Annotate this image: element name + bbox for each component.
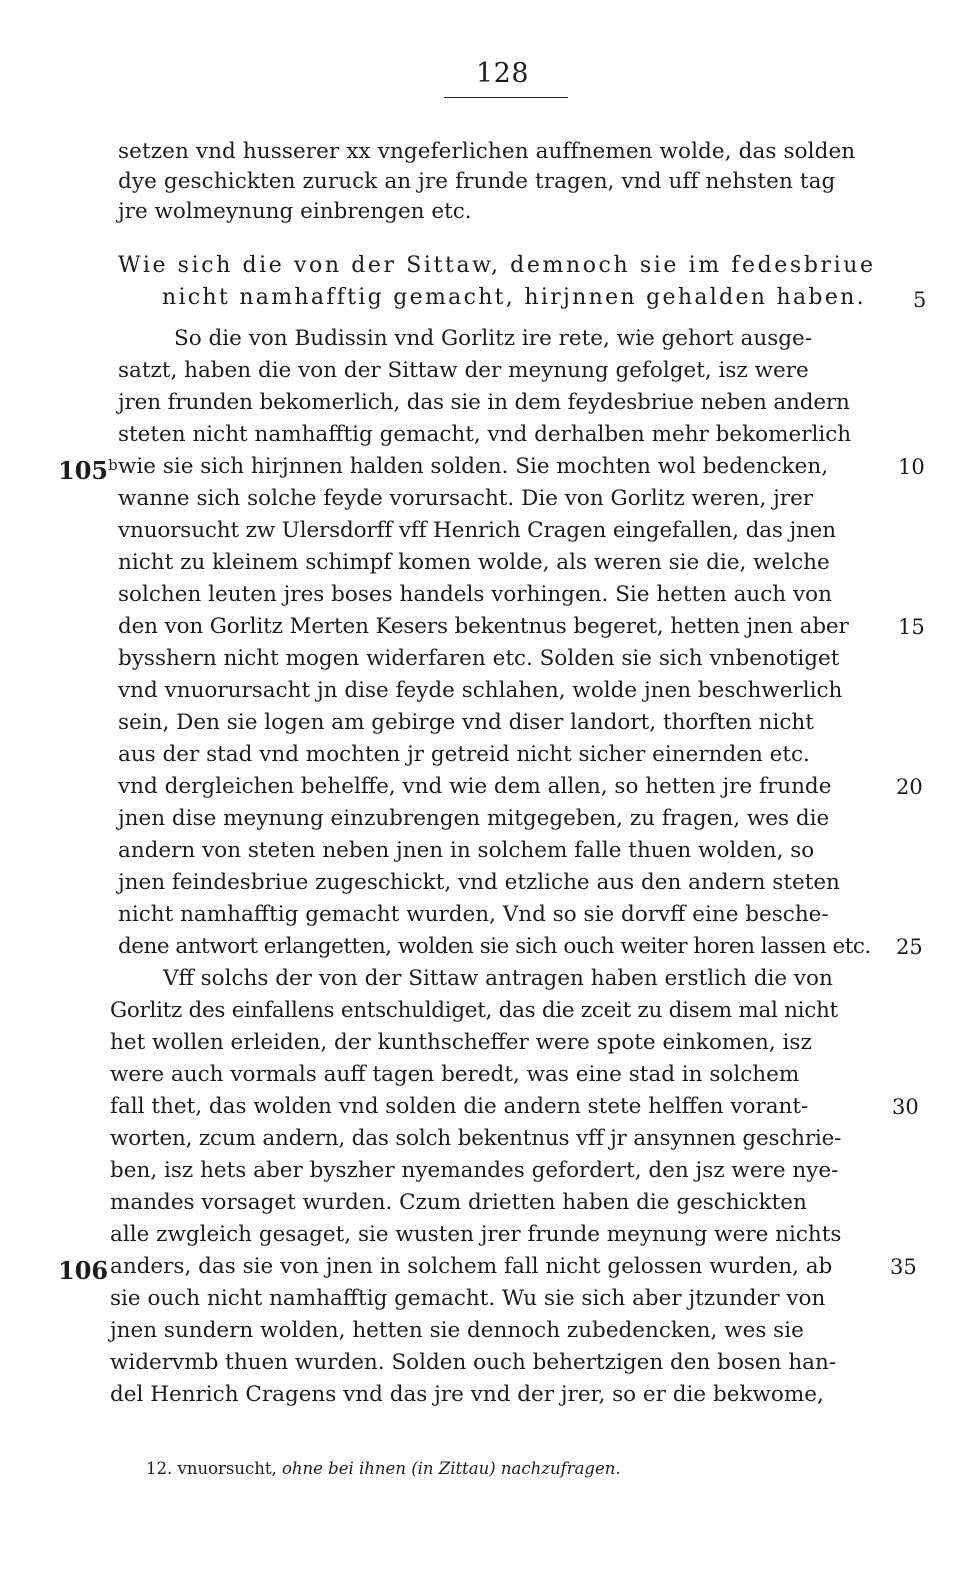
line-number: 35	[890, 1255, 917, 1279]
text-line: wie sie sich hirjnnen halden solden. Sie mochten wol bedencken,	[118, 454, 829, 479]
text-line: jnen dise meynung einzubrengen mitgegeben, zu fragen, wes die	[118, 806, 830, 831]
text-line: steten nicht namhafftig gemacht, vnd derhalben mehr bekomerlich	[118, 422, 852, 447]
line-number: 30	[892, 1095, 919, 1119]
footnote-marker: 12.	[146, 1459, 173, 1478]
line-number: 20	[896, 775, 923, 799]
line-number: 15	[898, 615, 925, 639]
line-number: 10	[898, 455, 925, 479]
text-line: bysshern nicht mogen widerfaren etc. Solden sie sich vnbenotiget	[118, 646, 840, 671]
text-line: worten, zcum andern, das solch bekentnus vff jr ansynnen geschrie-	[110, 1126, 842, 1151]
text-line: sein, Den sie logen am gebirge vnd diser landort, thorften nicht	[118, 710, 814, 735]
text-line: setzen vnd husserer xx vngeferlichen auffnemen wolde, das solden	[118, 139, 856, 164]
footnote-word: vnuorsucht,	[177, 1459, 277, 1478]
section-heading-line: Wie sich die von der Sittaw, demnoch sie im fedesbriue	[118, 253, 876, 278]
text-line: den von Gorlitz Merten Kesers bekentnus begeret, hetten jnen aber	[118, 614, 849, 639]
margin-reference	[58, 450, 118, 486]
text-line: aus der stad vnd mochten jr getreid nicht sicher einernden etc.	[118, 742, 810, 767]
text-line: jnen feindesbriue zugeschickt, vnd etzliche aus den andern steten	[118, 870, 840, 895]
text-line: So die von Budissin vnd Gorlitz ire rete, wie gehort ausge-	[174, 326, 812, 351]
section-heading-line: nicht namhafftig gemacht, hirjnnen gehalden haben.	[162, 285, 866, 310]
line-number: 5	[913, 288, 927, 312]
text-line: dene antwort erlangetten, wolden sie sich ouch weiter horen lassen etc.	[118, 934, 871, 959]
margin-reference-suffix: b	[108, 456, 118, 474]
margin-reference-number: 105	[58, 456, 109, 485]
text-line: vnuorsucht zw Ulersdorff vff Henrich Cragen eingefallen, das jnen	[118, 518, 836, 543]
text-line: sie ouch nicht namhafftig gemacht. Wu sie sich aber jtzunder von	[110, 1286, 826, 1311]
page-number-rule	[444, 97, 568, 98]
text-line: nicht namhafftig gemacht wurden, Vnd so sie dorvff eine besche-	[118, 902, 829, 927]
margin-reference	[58, 1250, 108, 1286]
margin-reference-number: 106	[58, 1256, 109, 1285]
text-line: anders, das sie von jnen in solchem fall nicht gelossen wurden, ab	[110, 1254, 833, 1279]
text-line: satzt, haben die von der Sittaw der meynung gefolget, isz were	[118, 358, 809, 383]
line-number: 25	[896, 935, 923, 959]
text-line: jren frunden bekomerlich, das sie in dem feydesbriue neben andern	[118, 390, 850, 415]
text-line: widervmb thuen wurden. Solden ouch behertzigen den bosen han-	[110, 1350, 837, 1375]
text-line: fall thet, das wolden vnd solden die andern stete helffen vorant-	[110, 1094, 809, 1119]
text-line: wanne sich solche feyde vorursacht. Die von Gorlitz weren, jrer	[118, 486, 814, 511]
text-line: alle zwgleich gesaget, sie wusten jrer frunde meynung were nichts	[110, 1222, 842, 1247]
text-line: vnd vnuorursacht jn dise feyde schlahen, wolde jnen beschwerlich	[118, 678, 843, 703]
text-line: nicht zu kleinem schimpf komen wolde, als weren sie die, welche	[118, 550, 830, 575]
text-line: mandes vorsaget wurden. Czum drietten haben die geschickten	[110, 1190, 807, 1215]
text-line: ben, isz hets aber byszher nyemandes gefordert, den jsz were nye-	[110, 1158, 839, 1183]
text-line: Gorlitz des einfallens entschuldiget, das die zceit zu disem mal nicht	[110, 998, 838, 1023]
text-line: were auch vormals auff tagen beredt, was eine stad in solchem	[110, 1062, 800, 1087]
text-line: het wollen erleiden, der kunthscheffer were spote einkomen, isz	[110, 1030, 812, 1055]
text-line: andern von steten neben jnen in solchem falle thuen wolden, so	[118, 838, 815, 863]
page-number: 128	[476, 58, 530, 89]
text-line: jre wolmeynung einbrengen etc.	[118, 199, 472, 224]
text-line: solchen leuten jres boses handels vorhingen. Sie hetten auch von	[118, 582, 832, 607]
text-line: jnen sundern wolden, hetten sie dennoch zubedencken, wes sie	[110, 1318, 804, 1343]
footnote-note: ohne bei ihnen (in Zittau) nachzufragen.	[281, 1459, 621, 1478]
text-line: vnd dergleichen behelffe, vnd wie dem allen, so hetten jre frunde	[118, 774, 832, 799]
footnote	[146, 1459, 621, 1478]
text-line: Vff solchs der von der Sittaw antragen haben erstlich die von	[163, 966, 833, 991]
text-line: del Henrich Cragens vnd das jre vnd der jrer, so er die bekwome,	[110, 1382, 824, 1407]
text-line: dye geschickten zuruck an jre frunde tragen, vnd uff nehsten tag	[118, 169, 836, 194]
